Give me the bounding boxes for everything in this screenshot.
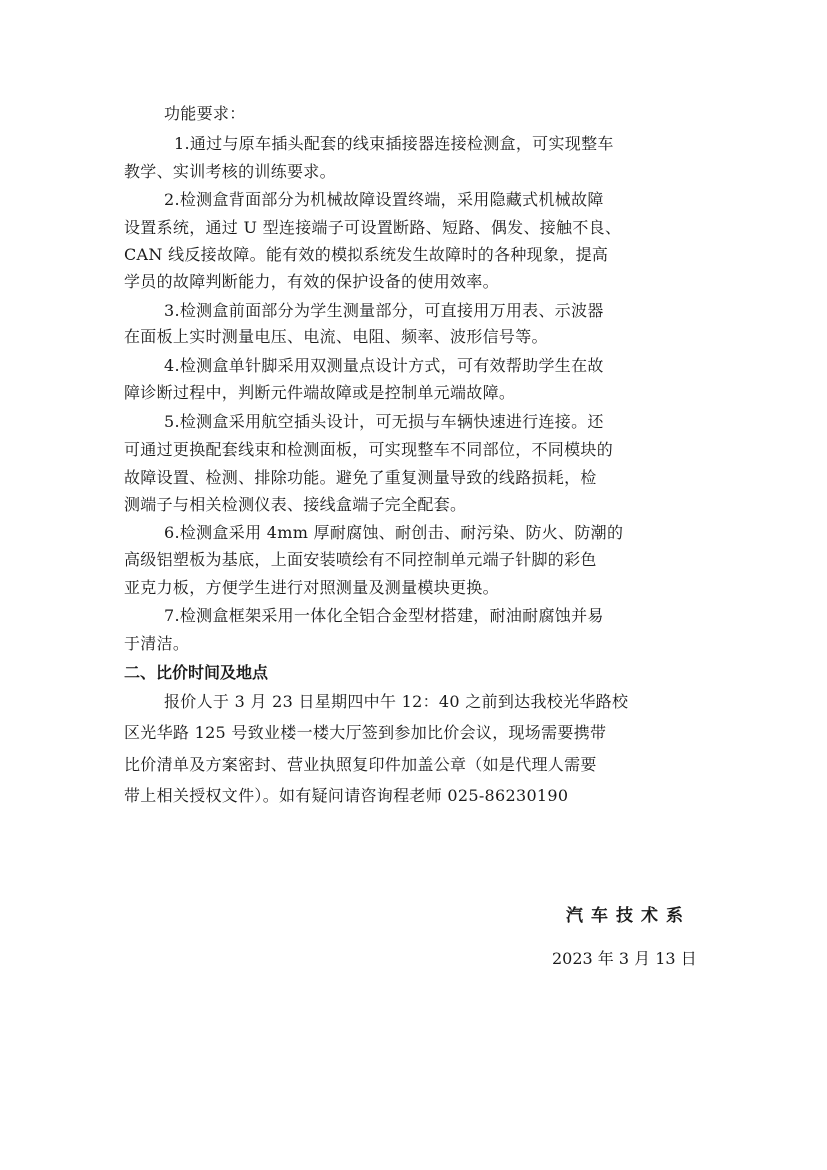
requirements-title: 功能要求： — [164, 104, 246, 123]
paragraph-line: 4.检测盒单针脚采用双测量点设计方式，可有效帮助学生在故 — [164, 356, 604, 375]
paragraph-line: 6.检测盒采用 4mm 厚耐腐蚀、耐创击、耐污染、防火、防潮的 — [164, 523, 624, 542]
signature-department: 汽车技术系 — [566, 906, 691, 926]
section-heading: 二、比价时间及地点 — [124, 663, 269, 682]
paragraph-line: 学员的故障判断能力，有效的保护设备的使用效率。 — [124, 272, 499, 291]
paragraph-line: 比价清单及方案密封、营业执照复印件加盖公章（如是代理人需要 — [124, 755, 597, 774]
paragraph-line: 1.通过与原车插头配套的线束插接器连接检测盒，可实现整车 — [174, 134, 614, 153]
paragraph-line: 5.检测盒采用航空插头设计，可无损与车辆快速进行连接。还 — [164, 412, 604, 431]
paragraph-line: CAN 线反接故障。能有效的模拟系统发生故障时的各种现象，提高 — [124, 245, 609, 264]
paragraph-line: 3.检测盒前面部分为学生测量部分，可直接用万用表、示波器 — [164, 301, 604, 320]
paragraph-line: 于清洁。 — [124, 634, 190, 653]
paragraph-line: 高级铝塑板为基底，上面安装喷绘有不同控制单元端子针脚的彩色 — [124, 550, 597, 569]
paragraph-line: 2.检测盒背面部分为机械故障设置终端，采用隐藏式机械故障 — [164, 190, 604, 209]
paragraph-line: 区光华路 125 号致业楼一楼大厅签到参加比价会议，现场需要携带 — [124, 723, 607, 742]
paragraph-line: 故障设置、检测、排除功能。避免了重复测量导致的线路损耗，检 — [124, 468, 597, 487]
paragraph-line: 设置系统，通过 U 型连接端子可设置断路、短路、偶发、接触不良、 — [124, 218, 622, 237]
paragraph-line: 教学、实训考核的训练要求。 — [124, 162, 336, 181]
paragraph-line: 亚克力板，方便学生进行对照测量及测量模块更换。 — [124, 578, 499, 597]
paragraph-line: 测端子与相关检测仪表、接线盒端子完全配套。 — [124, 495, 467, 514]
paragraph-line: 7.检测盒框架采用一体化全铝合金型材搭建，耐油耐腐蚀并易 — [164, 606, 604, 625]
document-date: 2023 年 3 月 13 日 — [552, 949, 697, 968]
paragraph-line: 可通过更换配套线束和检测面板，可实现整车不同部位，不同模块的 — [124, 440, 614, 459]
paragraph-line: 在面板上实时测量电压、电流、电阻、频率、波形信号等。 — [124, 327, 548, 346]
paragraph-line: 带上相关授权文件）。如有疑问请咨询程老师 025-86230190 — [124, 786, 569, 805]
paragraph-line: 报价人于 3 月 23 日星期四中午 12：40 之前到达我校光华路校 — [164, 692, 629, 711]
paragraph-line: 障诊断过程中，判断元件端故障或是控制单元端故障。 — [124, 383, 516, 402]
